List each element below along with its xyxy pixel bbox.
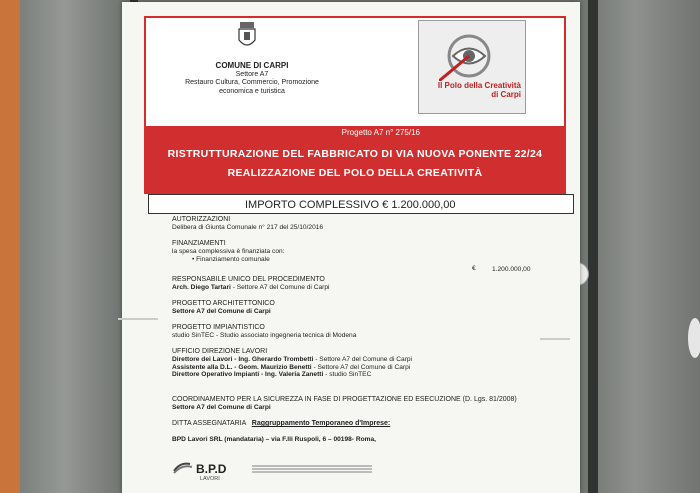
logo-title-line: di Carpi xyxy=(491,90,521,99)
amount-value: € 1.200.000,00 xyxy=(382,199,456,211)
section-text: Settore A7 del Comune di Carpi xyxy=(172,403,271,411)
logo-title-line: Il Polo della Creatività xyxy=(437,81,521,90)
section-heading: DITTA ASSEGNATARIA xyxy=(172,420,246,427)
amount-label: IMPORTO COMPLESSIVO xyxy=(245,199,380,211)
round-sign xyxy=(688,318,700,358)
section-heading: PROGETTO IMPIANTISTICO xyxy=(172,324,265,331)
section-finanziamenti xyxy=(172,240,285,263)
coat-of-arms-icon xyxy=(236,22,258,50)
project-title-line-2: REALIZZAZIONE DEL POLO DELLA CREATIVITÀ xyxy=(227,167,483,179)
section-text: Settore A7 del Comune di Carpi xyxy=(172,307,271,315)
bpd-logo xyxy=(172,460,242,482)
bpd-logo-sub: LAVORI xyxy=(200,476,220,482)
section-text: Delibera di Giunta Comunale n° 217 del 25/10/2016 xyxy=(172,223,324,231)
section-heading: FINANZIAMENTI xyxy=(172,240,226,247)
funding-value: 1.200.000,00 xyxy=(492,266,531,273)
gate-bar xyxy=(588,0,598,493)
funding-item-label: Finanziamento comunale xyxy=(196,255,270,263)
project-code-text: Progetto A7 n° 275/16 xyxy=(341,128,420,137)
logo-title xyxy=(423,81,521,99)
section-rup xyxy=(172,276,329,292)
section-heading: UFFICIO DIREZIONE LAVORI xyxy=(172,348,268,355)
company-line: BPD Lavori SRL (mandataria) – via F.lli Ruspoli, 6 – 00198- Roma, xyxy=(172,435,376,443)
wall-edge xyxy=(0,0,20,493)
direzione-line: Direttore dei Lavori - Ing. Gherardo Trombetti xyxy=(172,355,314,363)
bpd-fine-print xyxy=(252,464,372,474)
section-text: la spesa complessiva è finanziata con: xyxy=(172,247,285,255)
amount-box xyxy=(148,194,574,214)
project-code xyxy=(144,128,566,137)
section-heading: AUTORIZZAZIONI xyxy=(172,216,231,223)
direzione-line: Assistente alla D.L. - Geom. Maurizio Benetti xyxy=(172,363,312,371)
rup-name: Arch. Diego Tartari xyxy=(172,283,231,291)
cable-tie xyxy=(118,318,158,320)
project-title-band xyxy=(144,126,566,194)
project-title-line-1: RISTRUTTURAZIONE DEL FABBRICATO DI VIA NUOVA PONENTE 22/24 xyxy=(167,148,543,160)
org-line: economica e turistica xyxy=(219,87,285,95)
section-ditta xyxy=(172,420,572,444)
funding-item: • Finanziamento comunale xyxy=(192,255,270,263)
bpd-logo-text: B.P.D xyxy=(196,462,227,476)
section-sicurezza xyxy=(172,396,572,412)
eye-logo-icon xyxy=(439,31,499,81)
rti-label: Raggruppamento Temporaneo d'Imprese: xyxy=(251,420,391,427)
section-heading: PROGETTO ARCHITETTONICO xyxy=(172,300,275,307)
section-direzione xyxy=(172,348,412,379)
section-autorizzazioni xyxy=(172,216,323,232)
section-heading: COORDINAMENTO PER LA SICUREZZA IN FASE DI PROGETTAZIONE ED ESECUZIONE (D. Lgs. 81/2008) xyxy=(172,396,517,403)
org-name: COMUNE DI CARPI xyxy=(215,61,289,70)
direzione-line: Direttore Operativo Impianti - Ing. Valeria Zanetti xyxy=(172,371,324,379)
rup-office: - Settore A7 del Comune di Carpi xyxy=(230,283,330,291)
section-architettonico xyxy=(172,300,275,316)
section-heading: RESPONSABILE UNICO DEL PROCEDIMENTO xyxy=(172,276,325,283)
organization-block xyxy=(184,62,320,96)
polo-creativita-logo xyxy=(418,20,526,114)
direzione-office: - Settore A7 del Comune di Carpi xyxy=(315,355,413,363)
section-impiantistico xyxy=(172,324,356,340)
cable-tie xyxy=(540,338,570,340)
section-text: studio SinTEC - Studio associato ingegneria tecnica di Modena xyxy=(172,331,357,339)
org-line: Settore A7 xyxy=(235,70,269,78)
direzione-office: - Settore A7 del Comune di Carpi xyxy=(313,363,411,371)
metal-gate-left xyxy=(20,0,130,493)
funding-currency: € xyxy=(472,265,476,272)
direzione-office: - studio SinTEC xyxy=(325,371,372,379)
construction-sign xyxy=(122,2,580,493)
org-line: Restauro Cultura, Commercio, Promozione xyxy=(185,79,319,86)
